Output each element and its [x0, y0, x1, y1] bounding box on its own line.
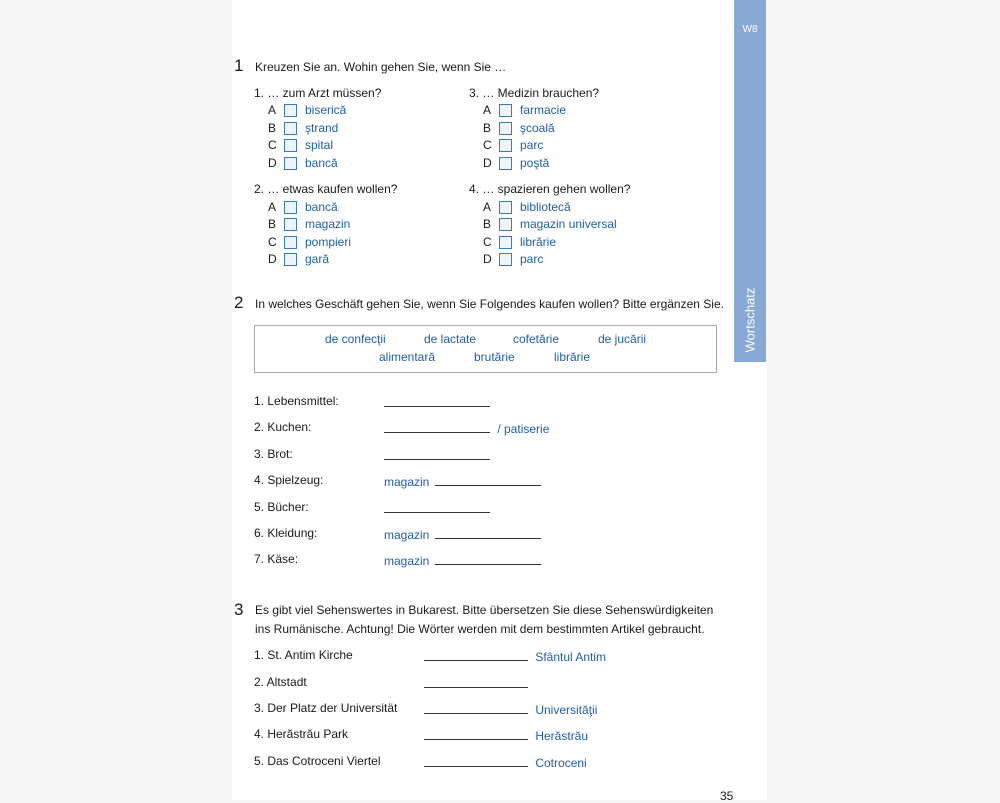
word-bank-item: de confecţii: [325, 332, 386, 346]
item-label: 1. St. Antim Kirche: [254, 648, 353, 662]
item-label: 7. Käse:: [254, 552, 299, 566]
word-bank-item: brutărie: [474, 350, 515, 364]
option-word: poştă: [520, 156, 550, 170]
exercise-1-number: 1: [234, 56, 244, 75]
option-word: şcoală: [520, 121, 555, 135]
answer-blank[interactable]: [424, 754, 528, 767]
option-word: bibliotecă: [520, 200, 571, 214]
question-head: 2. … etwas kaufen wollen?: [254, 182, 398, 196]
option-letter: A: [483, 103, 492, 117]
question-head: 4. … spazieren gehen wollen?: [469, 182, 631, 196]
option-row[interactable]: [483, 120, 555, 136]
option-word: librărie: [520, 235, 557, 249]
option-letter: D: [483, 156, 492, 170]
option-letter: A: [268, 200, 277, 214]
option-word: bancă: [305, 156, 338, 170]
translation-answer[interactable]: [424, 648, 606, 664]
answer-prefix: magazin: [384, 528, 430, 542]
fill-row: [254, 394, 339, 408]
translation-answer[interactable]: [424, 675, 528, 691]
answer-prefix: magazin: [384, 554, 430, 568]
answer-blank[interactable]: [424, 648, 528, 661]
fill-answer[interactable]: [384, 500, 490, 516]
option-letter: C: [483, 235, 492, 249]
option-row[interactable]: [268, 137, 333, 153]
option-word: bancă: [305, 200, 338, 214]
exercise-2-number: 2: [234, 293, 244, 312]
option-word: parc: [520, 252, 544, 266]
fill-row: [254, 420, 311, 434]
option-word: parc: [520, 138, 544, 152]
option-row[interactable]: [483, 251, 543, 267]
checkbox[interactable]: [284, 122, 297, 135]
item-label: 3. Brot:: [254, 447, 293, 461]
option-row[interactable]: [268, 102, 346, 118]
option-letter: D: [268, 252, 277, 266]
checkbox[interactable]: [499, 104, 512, 117]
option-word: biserică: [305, 103, 347, 117]
option-row[interactable]: [483, 199, 571, 215]
fill-row: [254, 552, 298, 566]
answer-blank[interactable]: [384, 500, 490, 513]
item-label: 1. Lebensmittel:: [254, 394, 339, 408]
exercise-3-number: 3: [234, 600, 244, 619]
question-head: 3. … Medizin brauchen?: [469, 86, 600, 100]
exercise-1-instruction: Kreuzen Sie an. Wohin gehen Sie, wenn Sie …: [255, 60, 507, 74]
word-bank-item: cofetărie: [513, 332, 560, 346]
translation-row: [254, 727, 348, 741]
item-label: 2. Altstadt: [254, 675, 307, 689]
checkbox[interactable]: [499, 139, 512, 152]
checkbox[interactable]: [499, 157, 512, 170]
exercise-3-instruction-line-1: Es gibt viel Sehenswertes in Bukarest. Bitte übersetzen Sie diese Sehenswürdigkeiten: [255, 603, 714, 617]
fill-row: [254, 447, 293, 461]
answer-blank[interactable]: [424, 675, 528, 688]
checkbox[interactable]: [284, 157, 297, 170]
option-letter: C: [268, 235, 277, 249]
answer-blank[interactable]: [384, 420, 490, 433]
item-label: 4. Spielzeug:: [254, 473, 324, 487]
option-letter: B: [483, 217, 492, 231]
translation-answer[interactable]: [424, 727, 588, 743]
fill-row: [254, 473, 323, 487]
fill-answer[interactable]: [384, 526, 541, 542]
checkbox[interactable]: [499, 236, 512, 249]
word-bank-item: de lactate: [424, 332, 477, 346]
checkbox[interactable]: [284, 201, 297, 214]
option-row[interactable]: [483, 155, 549, 171]
word-bank-item: alimentară: [379, 350, 436, 364]
checkbox[interactable]: [284, 139, 297, 152]
answer-suffix: Universităţii: [535, 703, 598, 717]
option-row[interactable]: [268, 251, 329, 267]
option-row[interactable]: [483, 137, 543, 153]
option-letter: C: [268, 138, 277, 152]
answer-blank[interactable]: [435, 552, 541, 565]
option-word: magazin: [305, 217, 351, 231]
option-row[interactable]: [483, 216, 617, 232]
option-letter: D: [268, 156, 277, 170]
checkbox[interactable]: [499, 122, 512, 135]
item-label: 2. Kuchen:: [254, 420, 312, 434]
answer-suffix: / patiserie: [497, 422, 550, 436]
checkbox[interactable]: [499, 201, 512, 214]
answer-prefix: magazin: [384, 475, 430, 489]
section-code: W8: [742, 24, 758, 35]
exercise-3-instruction-line-2: ins Rumänische. Achtung! Die Wörter werden mit dem bestimmten Artikel gebraucht.: [255, 622, 705, 636]
option-row[interactable]: [268, 120, 338, 136]
answer-blank[interactable]: [435, 473, 541, 486]
fill-answer[interactable]: [384, 420, 549, 436]
option-letter: A: [268, 103, 277, 117]
option-word: spital: [305, 138, 334, 152]
option-row[interactable]: [268, 155, 338, 171]
option-word: farmacie: [520, 103, 567, 117]
option-word: gară: [305, 252, 330, 266]
section-label: Wortschatz: [742, 287, 758, 353]
answer-suffix: Cotroceni: [535, 756, 587, 770]
checkbox[interactable]: [499, 218, 512, 231]
option-letter: B: [268, 217, 277, 231]
fill-answer[interactable]: [384, 552, 541, 568]
fill-row: [254, 526, 317, 540]
item-label: 5. Bücher:: [254, 500, 309, 514]
fill-row: [254, 500, 309, 514]
option-letter: B: [268, 121, 277, 135]
checkbox[interactable]: [284, 236, 297, 249]
option-word: pompieri: [305, 235, 352, 249]
question-head: 1. … zum Arzt müssen?: [254, 86, 382, 100]
word-bank-item: de jucării: [598, 332, 647, 346]
option-letter: C: [483, 138, 492, 152]
answer-blank[interactable]: [384, 394, 490, 407]
option-row[interactable]: [268, 234, 351, 250]
option-word: magazin universal: [520, 217, 617, 231]
word-bank-item: librărie: [554, 350, 591, 364]
page-number: 35: [720, 789, 734, 803]
checkbox[interactable]: [284, 218, 297, 231]
option-letter: A: [483, 200, 492, 214]
translation-row: [254, 648, 353, 662]
answer-blank[interactable]: [424, 701, 528, 714]
option-row[interactable]: [483, 102, 566, 118]
translation-answer[interactable]: [424, 701, 597, 717]
answer-blank[interactable]: [424, 727, 528, 740]
answer-blank[interactable]: [384, 447, 490, 460]
option-row[interactable]: [268, 216, 350, 232]
translation-row: [254, 701, 397, 715]
checkbox[interactable]: [284, 104, 297, 117]
answer-blank[interactable]: [435, 526, 541, 539]
word-bank: [254, 325, 717, 373]
option-letter: D: [483, 252, 492, 266]
option-letter: B: [483, 121, 492, 135]
translation-answer[interactable]: [424, 754, 587, 770]
option-row[interactable]: [268, 199, 338, 215]
answer-suffix: Herăstrău: [535, 729, 589, 743]
item-label: 5. Das Cotroceni Viertel: [254, 754, 381, 768]
answer-suffix: Sfântul Antim: [535, 650, 607, 664]
translation-row: [254, 754, 381, 768]
fill-answer[interactable]: [384, 473, 541, 489]
item-label: 4. Herăstrău Park: [254, 727, 349, 741]
item-label: 3. Der Platz der Universität: [254, 701, 398, 715]
exercise-2-instruction: In welches Geschäft gehen Sie, wenn Sie Folgendes kaufen wollen? Bitte ergänzen Sie.: [255, 297, 724, 311]
item-label: 6. Kleidung:: [254, 526, 318, 540]
section-tab: [734, 0, 766, 362]
option-word: ştrand: [305, 121, 339, 135]
translation-row: [254, 675, 307, 689]
fill-answer[interactable]: [384, 447, 490, 463]
option-row[interactable]: [483, 234, 556, 250]
checkbox[interactable]: [499, 253, 512, 266]
checkbox[interactable]: [284, 253, 297, 266]
fill-answer[interactable]: [384, 394, 490, 410]
